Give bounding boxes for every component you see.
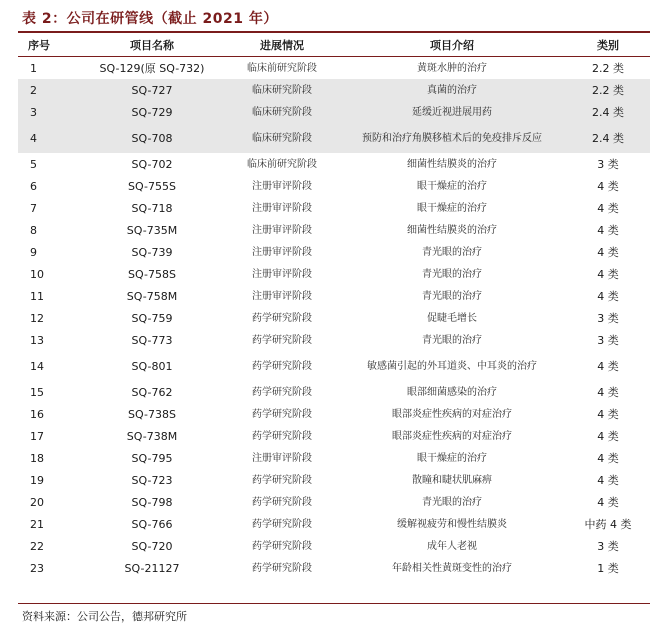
cell-category: 2.4 类 <box>566 123 650 153</box>
cell-project-name: SQ-795 <box>131 451 173 465</box>
cell-category: 4 类 <box>597 359 619 373</box>
header-indication: 项目介绍 <box>338 34 566 57</box>
cell-indication: 青光眼的治疗 <box>422 290 482 302</box>
cell-no: 7 <box>30 201 37 215</box>
cell-no: 1 <box>30 61 37 75</box>
cell-project-name: SQ-758M <box>126 289 178 303</box>
cell-indication: 眼部炎症性疾病的对症治疗 <box>392 430 512 442</box>
cell-category: 2.4 类 <box>566 101 650 123</box>
cell-stage: 注册审评阶段 <box>252 290 312 302</box>
cell-category: 4 类 <box>597 179 619 193</box>
table-row <box>18 101 650 123</box>
cell-no: 10 <box>30 267 44 281</box>
cell-no: 14 <box>30 359 44 373</box>
cell-category: 2.2 类 <box>566 79 650 101</box>
cell-indication: 青光眼的治疗 <box>422 334 482 346</box>
cell-indication: 散瞳和睫状肌麻痹 <box>412 474 492 486</box>
cell-stage: 药学研究阶段 <box>252 334 312 346</box>
cell-project-name: SQ-766 <box>131 517 173 531</box>
cell-stage: 药学研究阶段 <box>252 386 312 398</box>
cell-no: 11 <box>30 289 44 303</box>
table-row <box>18 123 650 153</box>
cell-project-name: SQ-729 <box>78 101 226 123</box>
table-row <box>18 403 650 425</box>
cell-project-name: SQ-129(原 SQ-732) <box>99 61 205 75</box>
table-row <box>18 513 650 535</box>
cell-project-name: SQ-738M <box>126 429 178 443</box>
cell-indication: 眼干燥症的治疗 <box>417 180 487 192</box>
cell-stage: 药学研究阶段 <box>252 312 312 324</box>
cell-stage: 药学研究阶段 <box>252 496 312 508</box>
cell-stage: 药学研究阶段 <box>252 408 312 420</box>
cell-project-name: SQ-758S <box>128 267 176 281</box>
cell-stage: 注册审评阶段 <box>252 452 312 464</box>
cell-no: 12 <box>30 311 44 325</box>
cell-stage: 临床前研究阶段 <box>247 158 317 170</box>
cell-no: 23 <box>30 561 44 575</box>
cell-indication: 促睫毛增长 <box>427 312 477 324</box>
cell-project-name: SQ-762 <box>131 385 173 399</box>
cell-indication: 细菌性结膜炎的治疗 <box>407 224 497 236</box>
cell-category: 4 类 <box>597 407 619 421</box>
cell-category: 4 类 <box>597 451 619 465</box>
table-row <box>18 381 650 403</box>
cell-project-name: SQ-21127 <box>124 561 180 575</box>
bottom-rule <box>18 603 650 604</box>
cell-category: 4 类 <box>597 385 619 399</box>
table-row <box>18 425 650 447</box>
cell-indication: 缓解视疲劳和慢性结膜炎 <box>397 518 507 530</box>
table-row <box>18 153 650 175</box>
cell-indication: 真菌的治疗 <box>338 79 566 101</box>
header-category: 类别 <box>566 34 650 57</box>
cell-no: 9 <box>30 245 37 259</box>
cell-indication: 眼部细菌感染的治疗 <box>407 386 497 398</box>
cell-indication: 成年人老视 <box>427 540 477 552</box>
table-row <box>18 79 650 101</box>
table-row <box>18 351 650 381</box>
table-row <box>18 57 650 80</box>
cell-stage: 临床研究阶段 <box>226 123 338 153</box>
cell-stage: 临床研究阶段 <box>226 101 338 123</box>
cell-project-name: SQ-723 <box>131 473 173 487</box>
header-no: 序号 <box>18 34 78 57</box>
cell-stage: 药学研究阶段 <box>252 474 312 486</box>
cell-project-name: SQ-735M <box>126 223 178 237</box>
cell-no: 16 <box>30 407 44 421</box>
cell-project-name: SQ-759 <box>131 311 173 325</box>
cell-stage: 注册审评阶段 <box>252 268 312 280</box>
cell-project-name: SQ-798 <box>131 495 173 509</box>
cell-indication: 青光眼的治疗 <box>422 496 482 508</box>
cell-stage: 临床前研究阶段 <box>247 62 317 74</box>
cell-no: 13 <box>30 333 44 347</box>
cell-no: 21 <box>30 517 44 531</box>
cell-no: 2 <box>18 79 78 101</box>
cell-project-name: SQ-755S <box>128 179 176 193</box>
table-row <box>18 197 650 219</box>
cell-project-name: SQ-720 <box>131 539 173 553</box>
cell-stage: 注册审评阶段 <box>252 202 312 214</box>
table-row <box>18 241 650 263</box>
cell-stage: 药学研究阶段 <box>252 540 312 552</box>
cell-no: 3 <box>18 101 78 123</box>
cell-category: 中药 4 类 <box>584 517 632 531</box>
cell-indication: 眼干燥症的治疗 <box>417 202 487 214</box>
pipeline-table <box>18 34 650 579</box>
cell-category: 4 类 <box>597 223 619 237</box>
cell-no: 5 <box>30 157 37 171</box>
cell-indication: 年龄相关性黄斑变性的治疗 <box>392 562 512 574</box>
table-title: 表 2：公司在研管线（截止 2021 年） <box>22 11 278 27</box>
cell-category: 4 类 <box>597 473 619 487</box>
cell-category: 4 类 <box>597 267 619 281</box>
cell-category: 2.2 类 <box>592 61 624 75</box>
cell-stage: 药学研究阶段 <box>252 518 312 530</box>
cell-category: 3 类 <box>597 333 619 347</box>
cell-no: 15 <box>30 385 44 399</box>
cell-stage: 药学研究阶段 <box>252 562 312 574</box>
header-row <box>18 34 650 57</box>
cell-stage: 临床研究阶段 <box>226 79 338 101</box>
cell-project-name: SQ-718 <box>131 201 173 215</box>
table-row <box>18 307 650 329</box>
cell-no: 4 <box>18 123 78 153</box>
cell-indication: 敏感菌引起的外耳道炎、中耳炎的治疗 <box>367 360 537 372</box>
cell-stage: 注册审评阶段 <box>252 246 312 258</box>
table-row <box>18 557 650 579</box>
table-row <box>18 535 650 557</box>
cell-no: 19 <box>30 473 44 487</box>
cell-no: 20 <box>30 495 44 509</box>
cell-indication: 黄斑水肿的治疗 <box>417 62 487 74</box>
cell-category: 4 类 <box>597 289 619 303</box>
cell-project-name: SQ-738S <box>128 407 176 421</box>
cell-category: 3 类 <box>597 311 619 325</box>
header-name: 项目名称 <box>78 34 226 57</box>
cell-no: 22 <box>30 539 44 553</box>
table-row <box>18 469 650 491</box>
cell-indication: 青光眼的治疗 <box>422 246 482 258</box>
cell-indication: 眼部炎症性疾病的对症治疗 <box>392 408 512 420</box>
table-row <box>18 175 650 197</box>
top-rule <box>18 31 650 33</box>
source-note: 资料来源：公司公告，德邦研究所 <box>22 610 187 623</box>
cell-indication: 眼干燥症的治疗 <box>417 452 487 464</box>
cell-category: 4 类 <box>597 495 619 509</box>
table-row <box>18 329 650 351</box>
cell-category: 1 类 <box>597 561 619 575</box>
cell-stage: 药学研究阶段 <box>252 430 312 442</box>
table-row <box>18 491 650 513</box>
cell-category: 4 类 <box>597 201 619 215</box>
cell-project-name: SQ-739 <box>131 245 173 259</box>
cell-no: 18 <box>30 451 44 465</box>
cell-stage: 注册审评阶段 <box>252 180 312 192</box>
cell-stage: 药学研究阶段 <box>252 360 312 372</box>
cell-stage: 注册审评阶段 <box>252 224 312 236</box>
cell-category: 4 类 <box>597 429 619 443</box>
cell-indication: 预防和治疗角膜移植术后的免疫排斥反应 <box>338 123 566 153</box>
cell-indication: 细菌性结膜炎的治疗 <box>407 158 497 170</box>
cell-project-name: SQ-727 <box>78 79 226 101</box>
header-stage: 进展情况 <box>226 34 338 57</box>
table-row <box>18 285 650 307</box>
cell-category: 4 类 <box>597 245 619 259</box>
table-row <box>18 219 650 241</box>
cell-project-name: SQ-801 <box>131 359 173 373</box>
table-row <box>18 447 650 469</box>
cell-project-name: SQ-708 <box>78 123 226 153</box>
cell-no: 8 <box>30 223 37 237</box>
cell-project-name: SQ-702 <box>131 157 173 171</box>
cell-category: 3 类 <box>597 539 619 553</box>
table-row <box>18 263 650 285</box>
cell-project-name: SQ-773 <box>131 333 173 347</box>
cell-indication: 延缓近视进展用药 <box>338 101 566 123</box>
cell-no: 17 <box>30 429 44 443</box>
cell-no: 6 <box>30 179 37 193</box>
cell-indication: 青光眼的治疗 <box>422 268 482 280</box>
cell-category: 3 类 <box>597 157 619 171</box>
